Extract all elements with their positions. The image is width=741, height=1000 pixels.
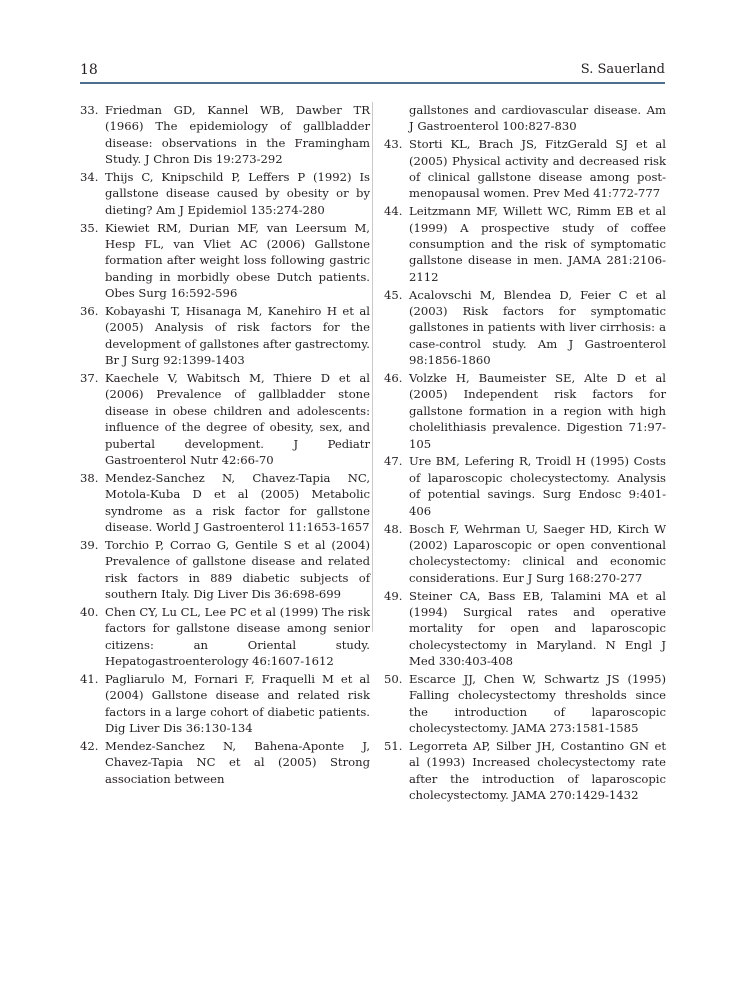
reference-text: Mendez-Sanchez N, Bahena-Aponte J, Chavez-Tapia NC et al (2005) Strong association between	[105, 738, 370, 786]
reference-text: Bosch F, Wehrman U, Saeger HD, Kirch W (2002) Laparoscopic or open conventional cholecystectomy: clinical and economic considerations. Eur J Surg 168:270-277	[409, 521, 666, 585]
reference-number: 48.	[384, 521, 403, 536]
reference-text: Kiewiet RM, Durian MF, van Leersum M, Hesp FL, van Vliet AC (2006) Gallstone formation after weight loss following gastric banding in morbidly obese Dutch patients. Obes Surg 16:592-596	[105, 220, 370, 301]
reference-text: Chen CY, Lu CL, Lee PC et al (1999) The risk factors for gallstone disease among senior citizens: an Oriental study. Hepatogastroenterology 46:1607-1612	[105, 604, 370, 669]
reference-item	[80, 102, 370, 168]
reference-number: 39.	[80, 537, 99, 552]
reference-item	[80, 220, 370, 302]
reference-text: Steiner CA, Bass EB, Talamini MA et al (1994) Surgical rates and operative mortality for open and laparoscopic cholecystectomy in Maryland. N Engl J Med 330:403-408	[409, 588, 666, 669]
reference-item	[384, 588, 666, 670]
reference-number: 47.	[384, 454, 403, 469]
reference-number: 50.	[384, 671, 403, 686]
reference-text: Friedman GD, Kannel WB, Dawber TR (1966) The epidemiology of gallbladder disease: observations in the Framingham Study. J Chron Dis 19:273-292	[105, 103, 370, 167]
reference-text: Kobayashi T, Hisanaga M, Kanehiro H et al (2005) Analysis of risk factors for the development of gallstones after gastrectomy. Br J Surg 92:1399-1403	[105, 304, 370, 368]
reference-item	[384, 136, 666, 202]
reference-number: 49.	[384, 588, 403, 603]
reference-text: Volzke H, Baumeister SE, Alte D et al (2005) Independent risk factors for gallstone formation in a region with high cholelithiasis prevalence. Digestion 71:97-105	[409, 371, 666, 451]
running-head-author: S. Sauerland	[580, 62, 665, 77]
reference-text: Pagliarulo M, Fornari F, Fraquelli M et al (2004) Gallstone disease and related risk factors in a large cohort of diabetic patients. Dig Liver Dis 36:130-134	[105, 671, 370, 736]
reference-number: 45.	[384, 287, 403, 302]
reference-text: Kaechele V, Wabitsch M, Thiere D et al (2006) Prevalence of gallbladder stone disease in obese children and adolescents: influence of the degree of obesity, sex, and pubertal development. J Pediatr Gastroenterol Nutr 42:66-70	[105, 371, 370, 468]
reference-item	[80, 738, 370, 787]
reference-text: Acalovschi M, Blendea D, Feier C et al (2003) Risk factors for symptomatic gallstones in patients with liver cirrhosis: a case-control study. Am J Gastroenterol 98:1856-1860	[409, 287, 666, 368]
reference-item	[80, 604, 370, 670]
reference-item	[384, 370, 666, 452]
reference-number: 36.	[80, 304, 99, 319]
reference-item	[80, 470, 370, 536]
reference-column-right	[384, 102, 666, 805]
header-rule	[80, 82, 665, 84]
reference-text: Leitzmann MF, Willett WC, Rimm EB et al (1999) A prospective study of coffee consumption and the risk of symptomatic gallstone disease in men. JAMA 281:2106-2112	[409, 204, 666, 284]
reference-number: 46.	[384, 371, 403, 386]
reference-text: Mendez-Sanchez N, Chavez-Tapia NC, Motola-Kuba D et al (2005) Metabolic syndrome as a risk factor for gallstone disease. World J Gastroenterol 11:1653-1657	[105, 470, 370, 535]
reference-number: 38.	[80, 470, 99, 485]
reference-item	[80, 671, 370, 737]
reference-number: 35.	[80, 220, 99, 235]
reference-text: Torchio P, Corrao G, Gentile S et al (2004) Prevalence of gallstone disease and related risk factors in 889 diabetic subjects of southern Italy. Dig Liver Dis 36:698-699	[105, 537, 370, 602]
reference-number: 51.	[384, 738, 403, 753]
reference-number: 43.	[384, 137, 403, 152]
reference-text: Escarce JJ, Chen W, Schwartz JS (1995) Falling cholecystectomy thresholds since the introduction of laparoscopic cholecystectomy. JAMA 273:1581-1585	[409, 671, 666, 736]
reference-item	[384, 287, 666, 369]
reference-item	[384, 453, 666, 519]
page-header	[80, 60, 665, 82]
reference-number: 34.	[80, 170, 99, 185]
reference-item	[80, 370, 370, 468]
reference-item	[384, 521, 666, 587]
reference-item	[80, 169, 370, 218]
page-number: 18	[80, 62, 98, 78]
reference-item	[384, 203, 666, 285]
reference-item	[384, 738, 666, 804]
reference-text: Legorreta AP, Silber JH, Costantino GN et al (1993) Increased cholecystectomy rate after the introduction of laparoscopic cholecystectomy. JAMA 270:1429-1432	[409, 738, 666, 803]
reference-item	[80, 303, 370, 369]
reference-text: gallstones and cardiovascular disease. Am J Gastroenterol 100:827-830	[409, 103, 666, 134]
reference-text: Storti KL, Brach JS, FitzGerald SJ et al (2005) Physical activity and decreased risk of clinical gallstone disease among post-menopausal women. Prev Med 41:772-777	[409, 137, 666, 201]
reference-item	[80, 537, 370, 603]
reference-continuation	[384, 102, 666, 135]
reference-number: 41.	[80, 671, 99, 686]
reference-number: 44.	[384, 204, 403, 219]
reference-number: 42.	[80, 738, 99, 753]
reference-item	[384, 671, 666, 737]
reference-number: 33.	[80, 103, 99, 117]
reference-text: Thijs C, Knipschild P, Leffers P (1992) Is gallstone disease caused by obesity or by dieting? Am J Epidemiol 135:274-280	[105, 170, 370, 217]
reference-number: 37.	[80, 371, 99, 386]
reference-text: Ure BM, Lefering R, Troidl H (1995) Costs of laparoscopic cholecystectomy. Analysis of potential savings. Surg Endosc 9:401-406	[409, 454, 666, 518]
reference-number: 40.	[80, 604, 99, 619]
reference-column-left	[80, 102, 370, 789]
column-divider	[372, 102, 373, 632]
